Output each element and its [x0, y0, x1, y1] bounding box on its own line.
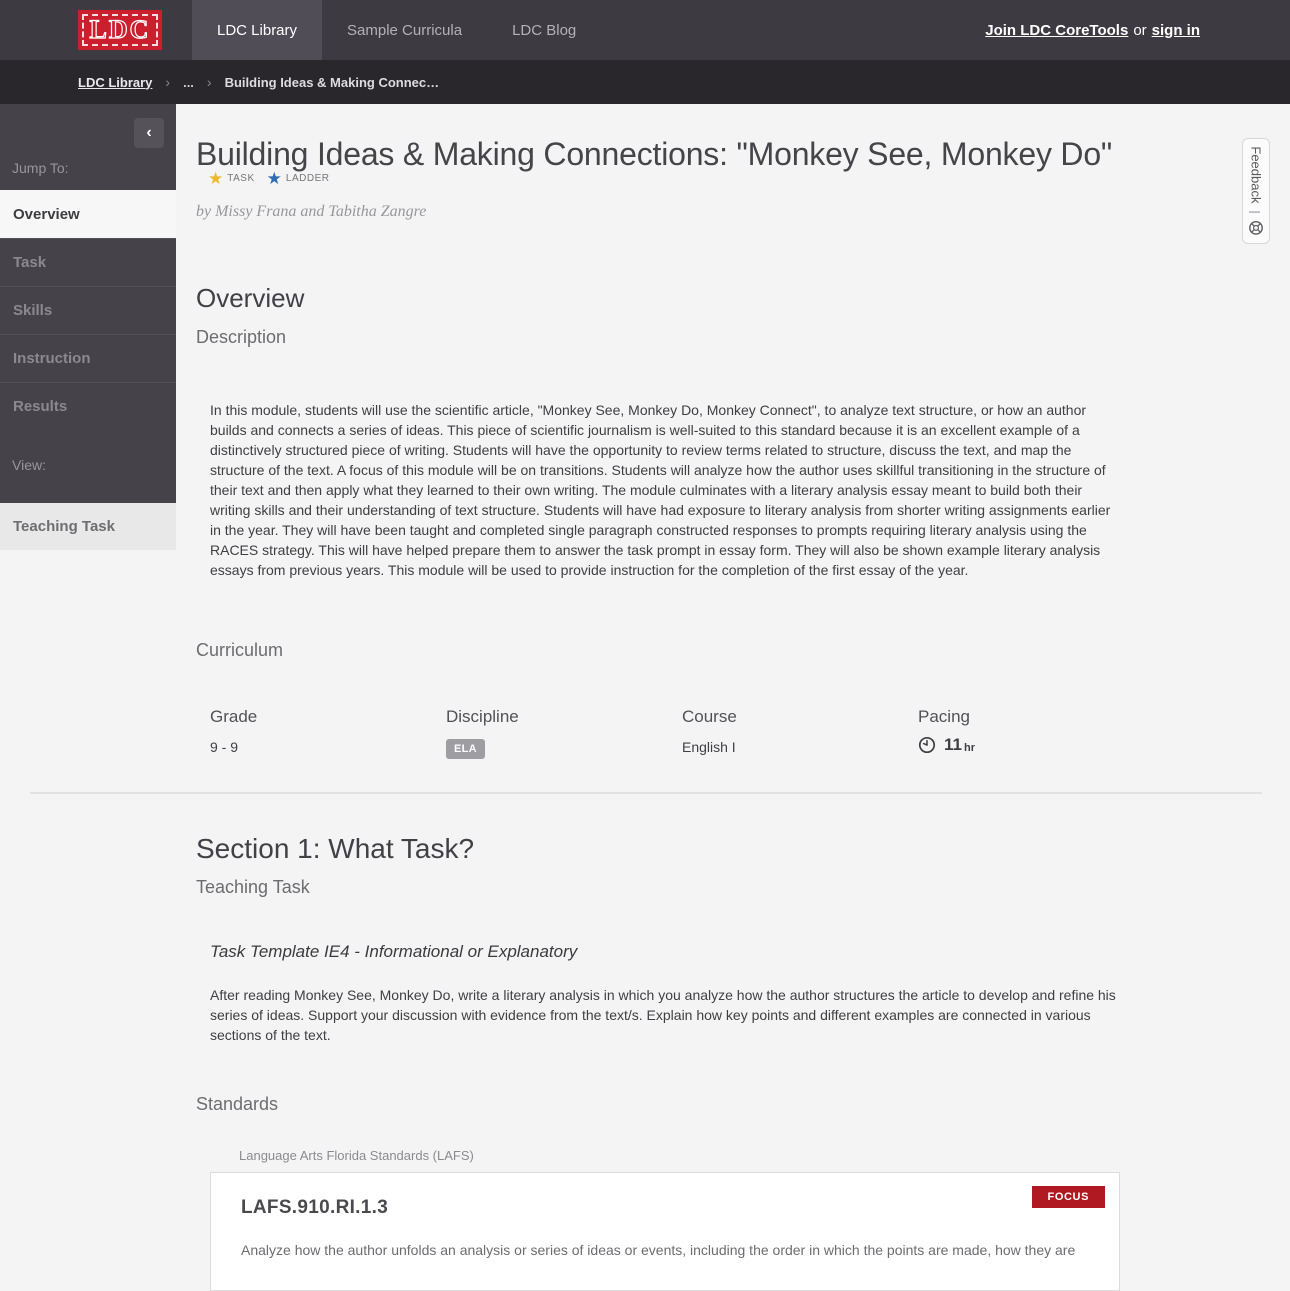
- task-star-icon: ★: [208, 169, 224, 188]
- ladder-star-icon: ★: [266, 169, 282, 188]
- course-value: English I: [682, 739, 736, 755]
- page-title: Building Ideas & Making Connections: "Monkey See, Monkey Do": [196, 136, 1113, 172]
- clock-icon: [918, 736, 936, 754]
- breadcrumb-ldc-library[interactable]: LDC Library: [78, 74, 153, 90]
- auth-or-text: or: [1133, 21, 1147, 39]
- sign-in-link[interactable]: sign in: [1151, 21, 1200, 39]
- nav-tab-ldc-blog[interactable]: LDC Blog: [512, 21, 577, 39]
- nav-tab-ldc-library[interactable]: LDC Library: [192, 0, 322, 60]
- description-label: Description: [196, 327, 287, 347]
- task-template-label: Task Template IE4 - Informational or Explanatory: [210, 942, 578, 961]
- course-label: Course: [682, 707, 737, 726]
- curriculum-heading: Curriculum: [196, 640, 284, 660]
- sidebar-item-results[interactable]: Results: [0, 382, 176, 430]
- grade-label: Grade: [210, 707, 258, 726]
- main-content: [176, 135, 1290, 1291]
- curriculum-course: [682, 707, 918, 759]
- ldc-logo[interactable]: [78, 10, 162, 50]
- breadcrumb: [0, 60, 1290, 104]
- feedback-label: Feedback: [1248, 146, 1264, 204]
- pacing-label: Pacing: [918, 707, 970, 726]
- task-prompt-text: After reading Monkey See, Monkey Do, write a literary analysis in which you analyze how the author structures the article to develop and refine his series of ideas. Support your discussion with evidence from the text/s. Explain how key points and different examples are connected in various sections of the text.: [210, 987, 1116, 1043]
- standard-code: LAFS.910.RI.1.3: [241, 1197, 389, 1218]
- top-nav-tabs: [192, 0, 601, 60]
- discipline-badge: ELA: [446, 739, 485, 759]
- standard-card: [210, 1172, 1120, 1291]
- focus-badge: FOCUS: [1032, 1186, 1106, 1208]
- sidebar: [0, 104, 176, 550]
- title-badges: [208, 170, 337, 187]
- discipline-label: Discipline: [446, 707, 519, 726]
- overview-heading: Overview: [196, 283, 305, 313]
- sidebar-item-teaching-task[interactable]: Teaching Task: [0, 503, 176, 550]
- feedback-tab-inner: [1249, 146, 1264, 235]
- curriculum-discipline: [446, 707, 682, 759]
- description-text: In this module, students will use the scientific article, "Monkey See, Monkey Do, Monkey Connect", to analyze text structure, or how an author builds and connects a series of ideas. This piece of scientific journalism is well-suited to this standard because it is an excellent example of a distinctively structured piece of writing. Students will have the opportunity to review terms related to structure, discuss the text, and map the structure of the text. A focus of this module will be on transitions. Students will analyze how the author uses skillful transitioning in the structure of their text and then apply what they learned to their own writing. The module culminates with a literary analysis essay meant to build both their writing skills and their understanding of text structure. Students will have had exposure to literary analysis from shorter writing assignments earlier in the year. They will have been taught and completed single paragraph constructed responses to prompts requiring literary analysis using the RACES strategy. This will have helped prepare them to answer the task prompt in essay form. They will also be shown example literary analysis essays from previous years. This module will be used to provide instruction for the completion of the first essay of the year.: [210, 402, 1111, 578]
- chevron-right-icon: ›: [206, 74, 212, 90]
- feedback-separator: |: [1249, 210, 1263, 214]
- view-label: View:: [12, 457, 46, 473]
- sidebar-dark-panel: [0, 104, 176, 503]
- grade-value: 9 - 9: [210, 739, 239, 755]
- byline: by Missy Frana and Tabitha Zangre: [196, 203, 427, 220]
- pacing-unit: hr: [963, 742, 975, 754]
- top-nav: [0, 0, 1290, 60]
- nav-tab-sample-curricula[interactable]: Sample Curricula: [347, 21, 463, 39]
- curriculum-pacing: [918, 707, 1154, 759]
- sidebar-item-instruction[interactable]: Instruction: [0, 334, 176, 382]
- teaching-task-label: Teaching Task: [196, 877, 310, 897]
- standards-heading: Standards: [196, 1094, 279, 1114]
- task-badge-label: TASK: [227, 173, 255, 184]
- breadcrumb-current: Building Ideas & Making Connec…: [224, 74, 440, 90]
- auth-links: [985, 0, 1290, 60]
- sidebar-item-task[interactable]: Task: [0, 238, 176, 286]
- sidebar-collapse-row: [0, 104, 176, 150]
- standards-group-label: Language Arts Florida Standards (LAFS): [239, 1148, 474, 1163]
- ldc-logo-text: LDC: [82, 14, 158, 46]
- feedback-tab[interactable]: [1242, 138, 1270, 244]
- jump-to-label: Jump To:: [12, 160, 69, 176]
- section-divider: [30, 792, 1262, 794]
- curriculum-row: [210, 707, 1290, 759]
- sidebar-collapse-button[interactable]: ‹: [134, 118, 164, 148]
- join-coretools-link[interactable]: Join LDC CoreTools: [985, 21, 1129, 39]
- pacing-value: 11: [944, 735, 962, 754]
- page-title-row: [196, 135, 1136, 192]
- section1-heading: Section 1: What Task?: [196, 833, 475, 864]
- standard-text: Analyze how the author unfolds an analysis or series of ideas or events, including the order in which the points are made, how they are: [241, 1242, 1076, 1258]
- sidebar-item-skills[interactable]: Skills: [0, 286, 176, 334]
- ladder-badge-label: LADDER: [285, 173, 330, 184]
- sidebar-item-overview[interactable]: Overview: [0, 190, 176, 238]
- breadcrumb-ellipsis[interactable]: ...: [183, 74, 194, 90]
- help-buoy-icon: [1249, 221, 1264, 236]
- curriculum-grade: [210, 707, 446, 759]
- top-nav-spacer: [601, 0, 985, 60]
- chevron-right-icon: ›: [165, 74, 171, 90]
